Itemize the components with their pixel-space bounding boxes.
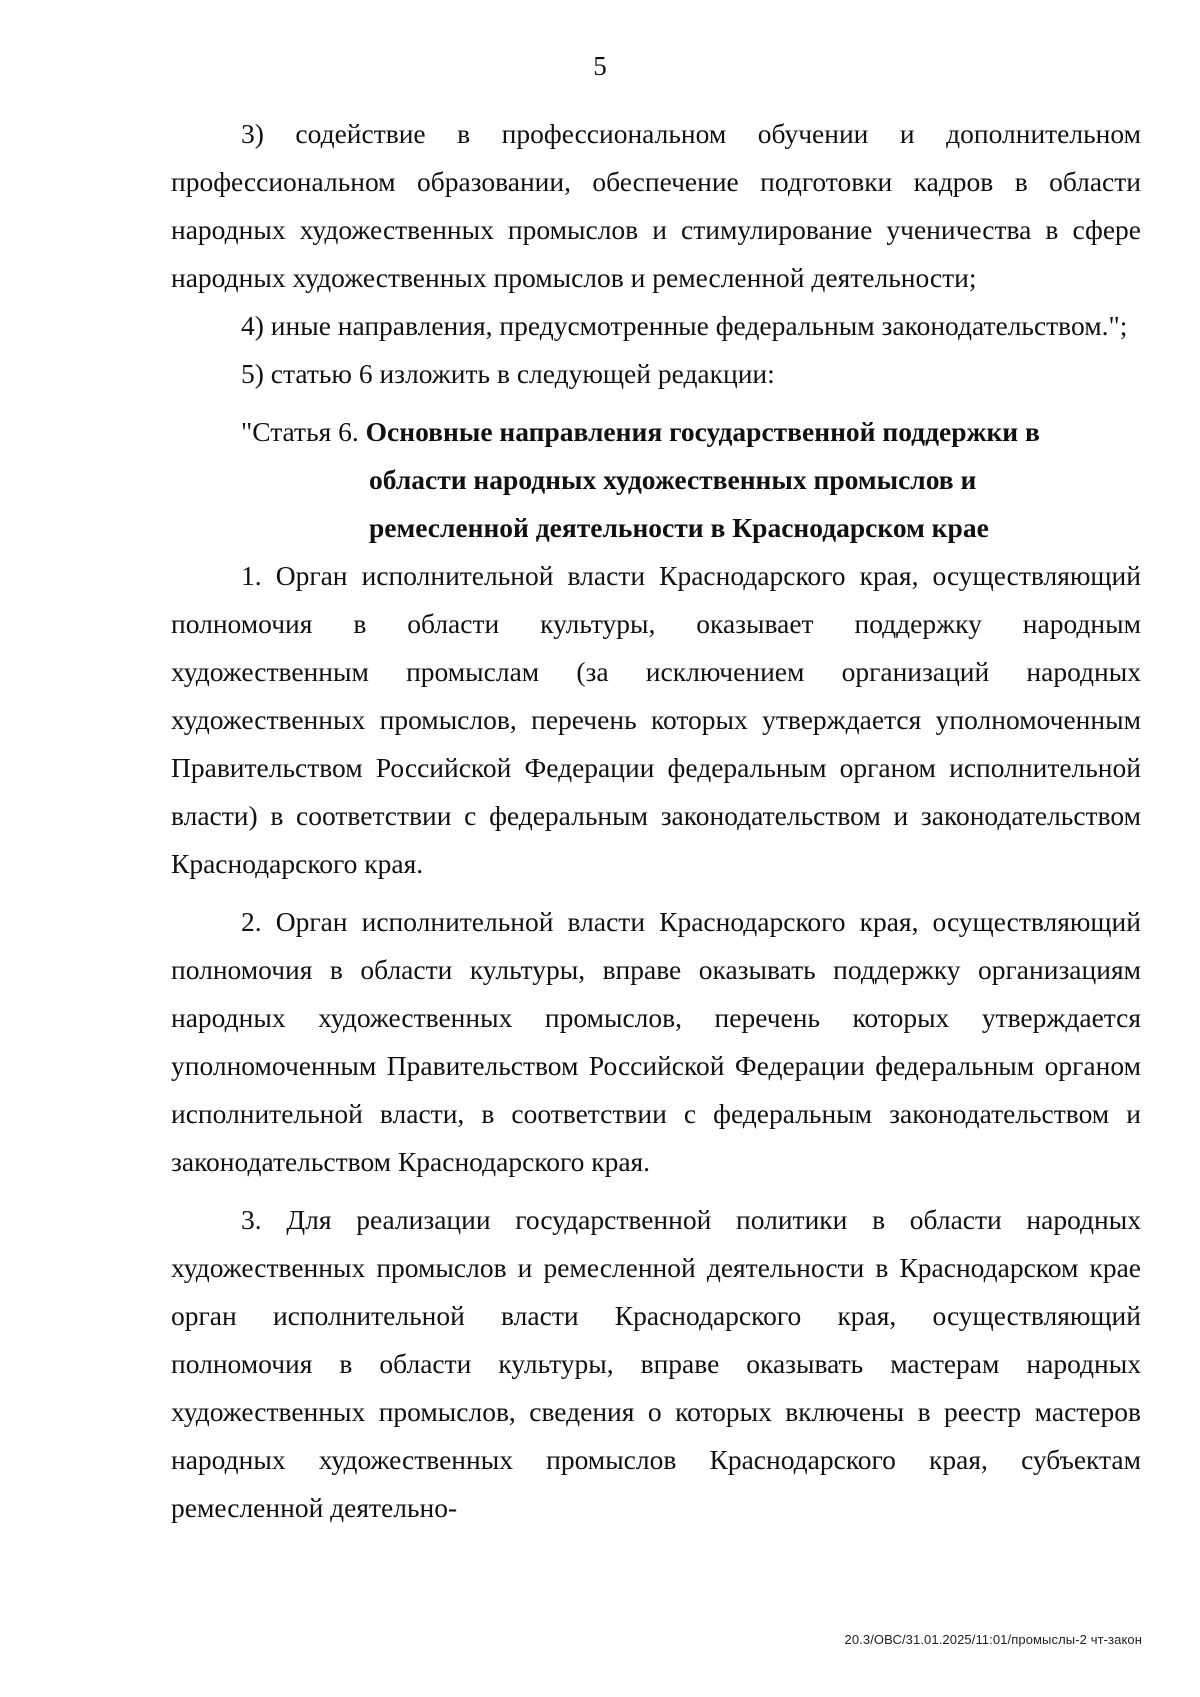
article-paragraph-1: 1. Орган исполнительной власти Краснодарского края, осуществляющий полномочия в области культуры, оказывает поддержку народным художественным промыслам (за исключением организаций народных художественных промыслов, перечень которых утверждается уполномоченным Правительством Российской Федерации федеральным органом исполнительной власти) в соответствии с федеральным законодательством и законодательством Краснодарского края. [171, 560, 1141, 879]
article-number: "Статья 6. [241, 416, 359, 447]
page-number: 5 [593, 51, 607, 81]
article-paragraph-2: 2. Орган исполнительной власти Краснодарского края, осуществляющий полномочия в области культуры, вправе оказывать поддержку организациям народных художественных промыслов, перечень которых утверждается уполномоченным Правительством Российской Федерации федеральным органом исполнительной власти, в соответствии с федеральным законодательством и законодательством Краснодарского края. [171, 906, 1141, 1177]
article-title [171, 408, 1141, 552]
paragraph-item-4: 4) иные направления, предусмотренные федеральным законодательством."; [241, 310, 1128, 341]
document-body [171, 110, 1141, 1532]
paragraph-item-5: 5) статью 6 изложить в следующей редакции: [241, 358, 775, 389]
paragraph-item-3: 3) содействие в профессиональном обучении и дополнительном профессиональном образовании, обеспечение подготовки кадров в области народных художественных промыслов и стимулирование ученичества в сфере народных художественных промыслов и ремесленной деятельности; [171, 118, 1141, 293]
document-footer-code: 20.3/ОВС/31.01.2025/11:01/промыслы-2 чт-закон [844, 1632, 1142, 1647]
article-heading: Основные направления государственной поддержки в области народных художественных промыслов и ремесленной деятельности в Краснодарском крае [365, 416, 1040, 543]
article-paragraph-3: 3. Для реализации государственной политики в области народных художественных промыслов и ремесленной деятельности в Краснодарском крае орган исполнительной власти Краснодарского края, осуществляющий полномочия в области культуры, вправе оказывать мастерам народных художественных промыслов, сведения о которых включены в реестр мастеров народных художественных промыслов Краснодарского края, субъектам ремесленной деятельно- [171, 1204, 1141, 1523]
